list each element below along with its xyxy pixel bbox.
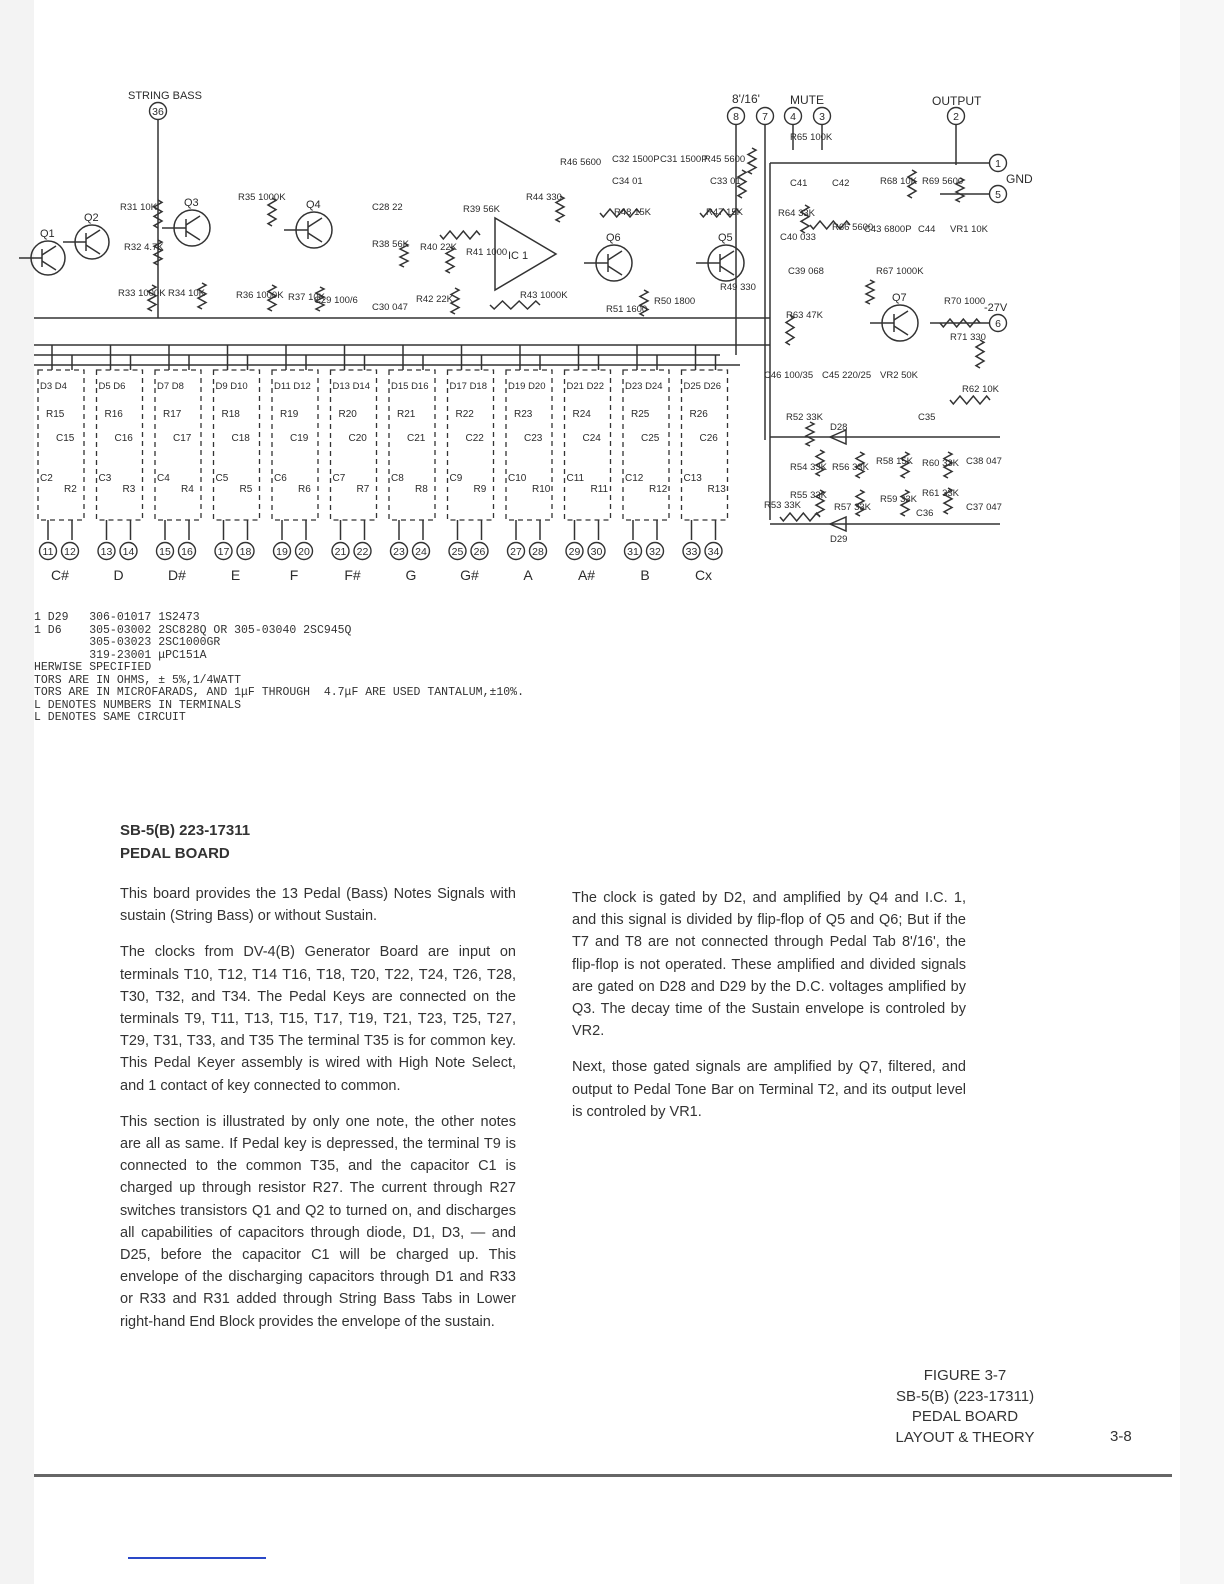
wire — [608, 266, 622, 275]
module-resistor-2: R11 — [590, 484, 609, 495]
component-label: C31 1500P — [660, 154, 708, 165]
r71-resistor — [976, 340, 984, 368]
section-code: SB-5(B) 223-17311 — [120, 822, 251, 839]
module-diodes: D19 D20 — [508, 381, 546, 392]
component-label: VR1 10K — [950, 224, 989, 235]
wire — [308, 233, 322, 242]
transistor-label: Q7 — [892, 292, 907, 304]
terminal-number: 27 — [510, 546, 522, 558]
note-module-box — [214, 370, 260, 520]
module-charge-cap: C3 — [98, 473, 112, 484]
component-label: C28 22 — [372, 202, 403, 213]
module-diodes: D3 D4 — [40, 381, 67, 392]
transistor-label: Q2 — [84, 212, 99, 224]
component-label: C39 068 — [788, 266, 824, 277]
terminal-number: 16 — [181, 546, 193, 558]
terminal-number: 34 — [707, 546, 720, 558]
r67-resistor — [866, 280, 874, 304]
wire — [720, 266, 734, 275]
terminal-number: 12 — [64, 546, 76, 558]
component-label: R69 5600 — [922, 176, 964, 187]
terminal-number: 15 — [159, 546, 171, 558]
component-label: C29 100/6 — [314, 295, 358, 306]
component-label: R67 1000K — [876, 266, 924, 277]
terminal-number: 23 — [393, 546, 405, 558]
note-name-label: Cx — [694, 567, 713, 583]
component-label: R61 33K — [922, 488, 959, 499]
module-capacitor: C16 — [114, 433, 133, 444]
component-label: C45 220/25 — [822, 370, 872, 381]
terminal-number: 29 — [568, 546, 581, 558]
note-module-box — [565, 370, 611, 520]
module-diodes: D13 D14 — [332, 381, 370, 392]
terminal-number: 13 — [100, 546, 113, 558]
figure-board-name: PEDAL BOARD — [911, 1408, 1019, 1425]
output-label: OUTPUT — [932, 94, 982, 108]
module-diodes: D9 D10 — [215, 381, 248, 392]
terminal-number: 33 — [685, 546, 698, 558]
terminal-number: 7 — [762, 111, 768, 123]
module-diodes: D5 D6 — [98, 381, 126, 392]
note-line: L DENOTES SAME CIRCUIT — [34, 711, 186, 724]
wire — [186, 231, 200, 240]
module-capacitor: C15 — [56, 433, 75, 444]
terminal-number: 31 — [627, 546, 639, 558]
note-line: L DENOTES NUMBERS IN TERMINALS — [34, 698, 242, 712]
module-resistor: R17 — [163, 409, 182, 420]
component-label: R34 10K — [168, 288, 205, 299]
section-title: PEDAL BOARD — [120, 845, 230, 862]
module-charge-cap: C2 — [40, 473, 53, 484]
module-resistor-2: R4 — [181, 484, 194, 495]
module-resistor: R15 — [46, 409, 65, 420]
terminal-number: 25 — [451, 546, 464, 558]
module-resistor-2: R7 — [356, 484, 370, 495]
component-label: R36 1000K — [236, 290, 284, 301]
wire — [42, 261, 56, 270]
terminal-number: 5 — [995, 189, 1001, 201]
component-label: C46 100/35 — [764, 370, 814, 381]
terminal-number: 11 — [42, 546, 54, 558]
note-name-label: E — [230, 567, 241, 583]
module-capacitor: C25 — [641, 433, 660, 444]
note-name-label: D# — [168, 567, 186, 583]
r53-resistor — [780, 513, 820, 521]
component-label: C34 01 — [612, 176, 643, 187]
note-line: 319-23001 μPC151A — [34, 648, 207, 662]
terminal-number: 1 — [995, 158, 1001, 170]
module-charge-cap: C7 — [332, 473, 346, 484]
component-label: R56 33K — [832, 462, 869, 473]
wire — [608, 251, 622, 260]
component-label: R62 10K — [962, 384, 999, 395]
note-name-label: B — [640, 567, 650, 583]
note-module-box — [389, 370, 435, 520]
module-charge-cap: C6 — [274, 473, 287, 484]
note-module-box — [506, 370, 552, 520]
component-label: R63 47K — [786, 310, 823, 321]
module-capacitor: C20 — [348, 433, 367, 444]
component-label: C41 — [790, 178, 808, 189]
component-label: R38 56K — [372, 239, 409, 250]
component-label: R31 10K — [120, 202, 157, 213]
terminal-number: 3 — [819, 111, 825, 123]
module-capacitor: C21 — [407, 433, 426, 444]
component-label: R53 33K — [764, 500, 801, 511]
note-line: TORS ARE IN OHMS, ± 5%,1/4WATT — [34, 673, 242, 687]
terminal-number: 4 — [790, 111, 796, 123]
gnd-label: GND — [1006, 172, 1033, 186]
note-name-label: C# — [51, 567, 69, 583]
module-resistor: R25 — [631, 409, 650, 420]
note-name-label: F# — [344, 567, 361, 583]
note-line: TORS ARE IN MICROFARADS, AND 1μF THROUGH 4.7μF ARE USED TANTALUM,±10%. — [34, 686, 524, 699]
component-label: R66 5600 — [832, 222, 874, 233]
terminal-number: 24 — [415, 546, 427, 558]
component-label: R52 33K — [786, 412, 823, 423]
module-resistor: R20 — [338, 409, 357, 420]
component-label: C32 1500P — [612, 154, 660, 165]
module-resistor-2: R6 — [298, 484, 311, 495]
note-name-label: A# — [577, 567, 596, 583]
component-label: R51 1600 — [606, 304, 648, 315]
component-label: R57 33K — [834, 502, 871, 513]
module-resistor: R22 — [455, 409, 474, 420]
component-label: R54 33K — [790, 462, 827, 473]
component-label: D29 — [830, 534, 848, 545]
minus27v-label: -27V — [984, 302, 1008, 314]
module-diodes: D15 D16 — [391, 381, 429, 392]
module-capacitor: C26 — [699, 433, 718, 444]
terminal-number: 32 — [649, 546, 661, 558]
component-label: R49 330 — [720, 282, 756, 293]
module-resistor-2: R13 — [707, 484, 726, 495]
module-charge-cap: C11 — [566, 473, 585, 484]
wire — [894, 311, 908, 320]
component-label: C36 — [916, 508, 934, 519]
component-label: C33 01 — [710, 176, 741, 187]
note-module-box — [623, 370, 669, 520]
wire — [86, 245, 100, 254]
component-label: R35 1000K — [238, 192, 286, 203]
module-charge-cap: C9 — [449, 473, 463, 484]
wire — [720, 251, 734, 260]
string-bass-label: STRING BASS — [128, 90, 202, 102]
r52-resistor — [806, 422, 814, 446]
parts-notes — [34, 612, 524, 725]
component-label: R64 33K — [778, 208, 815, 219]
paragraph: The clocks from DV-4(B) Generator Board are input on terminals T10, T12, T14 T16, T18, T20, T22, T24, T26, T28, T30, T32, and T34. The Pedal Keys are connected on the terminals T9, T11, T13, T15, T17, T19, T21, T23, T25, T27, T29, T31, T33, and T35 The terminal T35 is for common key. This Pedal Keyer assembly is wired with High Note Select, and 1 contact of key connected to common. — [120, 944, 516, 1094]
note-module-box — [331, 370, 377, 520]
component-label: R43 1000K — [520, 290, 568, 301]
component-label: C40 033 — [780, 232, 816, 243]
transistor-label: Q3 — [184, 197, 199, 209]
module-charge-cap: C13 — [683, 473, 702, 484]
component-label: R47 15K — [706, 207, 743, 218]
component-label: R41 1000 — [466, 247, 508, 258]
component-label: R44 330 — [526, 192, 562, 203]
module-resistor-2: R10 — [532, 484, 551, 495]
module-charge-cap: C10 — [508, 473, 527, 484]
component-label: R50 1800 — [654, 296, 696, 307]
component-label: C44 — [918, 224, 936, 235]
terminal-number: 30 — [590, 546, 603, 558]
r43-resistor — [490, 301, 540, 309]
module-resistor: R26 — [689, 409, 708, 420]
component-label: R37 10K — [288, 292, 325, 303]
module-resistor-2: R8 — [415, 484, 428, 495]
module-resistor: R16 — [104, 409, 123, 420]
component-label: R33 1000K — [118, 288, 166, 299]
terminal-number: 8 — [733, 111, 739, 123]
note-name-label: D — [113, 567, 124, 583]
module-diodes: D23 D24 — [625, 381, 663, 392]
figure-number: FIGURE 3-7 — [923, 1367, 1007, 1384]
note-line: HERWISE SPECIFIED — [34, 661, 152, 674]
module-charge-cap: C12 — [625, 473, 644, 484]
r70-resistor — [940, 319, 980, 327]
transistor-label: Q1 — [40, 228, 55, 240]
note-module-box — [682, 370, 728, 520]
module-capacitor: C17 — [173, 433, 192, 444]
wire — [86, 230, 100, 239]
component-label: C38 047 — [966, 456, 1002, 467]
wire — [186, 216, 200, 225]
component-label: R58 15K — [876, 456, 913, 467]
component-label: R46 5600 — [560, 157, 602, 168]
note-line: 1 D29 306-01017 1S2473 — [34, 611, 200, 624]
r62-resistor — [950, 396, 990, 404]
module-charge-cap: C5 — [215, 473, 229, 484]
module-capacitor: C19 — [290, 433, 309, 444]
module-resistor-2: R9 — [473, 484, 487, 495]
eight-sixteen-label: 8'/16' — [732, 92, 760, 106]
right-text-column — [572, 887, 966, 1137]
schematic-diagram — [0, 0, 1224, 600]
paragraph: Next, those gated signals are amplified by Q7, filtered, and output to Pedal Tone Bar on Terminal T2, and its output level is controled by VR1. — [572, 1059, 966, 1120]
figure-board-code: SB-5(B) (223-17311) — [895, 1387, 1035, 1405]
terminal-number: 21 — [334, 546, 347, 558]
component-label: C35 — [918, 412, 936, 423]
note-name-label: F — [289, 567, 299, 583]
component-label: R71 330 — [950, 332, 986, 343]
note-name-label: A — [523, 567, 533, 583]
component-label: C37 047 — [966, 502, 1002, 513]
figure-subtitle: LAYOUT & THEORY — [895, 1428, 1035, 1446]
module-resistor: R18 — [221, 409, 240, 420]
note-name-label: G# — [460, 567, 479, 583]
terminal-number: 19 — [276, 546, 288, 558]
figure-caption — [880, 1366, 1050, 1448]
bottom-rule — [34, 1474, 1172, 1477]
mute-label: MUTE — [790, 93, 824, 107]
module-charge-cap: C4 — [157, 473, 170, 484]
component-label: C42 — [832, 178, 850, 189]
r39-resistor — [440, 231, 480, 239]
component-label: C30 047 — [372, 302, 408, 313]
component-label: VR2 50K — [880, 370, 919, 381]
module-diodes: D25 D26 — [683, 381, 721, 392]
terminal-number: 2 — [953, 111, 959, 123]
module-capacitor: C22 — [465, 433, 484, 444]
module-capacitor: C24 — [582, 433, 601, 444]
component-label: D28 — [830, 422, 848, 433]
component-label: R40 22K — [420, 242, 457, 253]
module-diodes: D11 D12 — [274, 381, 311, 392]
note-module-box — [448, 370, 494, 520]
component-label: C43 6800P — [864, 224, 912, 235]
module-resistor-2: R5 — [239, 484, 253, 495]
transistor-label: Q6 — [606, 232, 621, 244]
module-charge-cap: C8 — [391, 473, 404, 484]
module-resistor-2: R12 — [649, 484, 668, 495]
module-resistor-2: R3 — [122, 484, 136, 495]
module-resistor: R24 — [572, 409, 591, 420]
component-label: R42 22K — [416, 294, 453, 305]
terminal-number: 26 — [473, 546, 486, 558]
component-label: R55 33K — [790, 490, 827, 501]
component-label: R70 1000 — [944, 296, 986, 307]
terminal-number: 20 — [298, 546, 310, 558]
module-capacitor: C23 — [524, 433, 543, 444]
note-module-box — [38, 370, 84, 520]
terminal-number: 18 — [239, 546, 252, 558]
component-label: R65 100K — [790, 132, 833, 143]
module-resistor: R23 — [514, 409, 533, 420]
module-resistor-2: R2 — [64, 484, 77, 495]
component-label: R39 56K — [463, 204, 500, 215]
terminal-number: 22 — [356, 546, 369, 558]
note-module-box — [272, 370, 318, 520]
module-diodes: D7 D8 — [157, 381, 184, 392]
module-diodes: D21 D22 — [566, 381, 604, 392]
left-text-column — [120, 883, 516, 1347]
component-label: R45 5600 — [704, 154, 746, 165]
note-line: 1 D6 305-03002 2SC828Q OR 305-03040 2SC945Q — [34, 623, 352, 637]
module-resistor: R19 — [280, 409, 299, 420]
note-module-box — [97, 370, 143, 520]
ic1-label: IC 1 — [508, 250, 529, 262]
component-label: R68 10K — [880, 176, 917, 187]
component-label: R32 4.7K — [124, 242, 164, 253]
terminal-number: 28 — [532, 546, 544, 558]
terminal-number: 6 — [995, 318, 1001, 330]
terminal-number: 36 — [152, 106, 164, 118]
transistor-label: Q5 — [718, 232, 733, 244]
wire — [894, 326, 908, 335]
wire — [308, 218, 322, 227]
page-number: 3-8 — [1110, 1428, 1132, 1445]
module-resistor: R21 — [397, 409, 416, 420]
transistor-label: Q4 — [306, 199, 321, 211]
note-name-label: G — [405, 567, 417, 583]
note-module-box — [155, 370, 201, 520]
component-label: R59 33K — [880, 494, 917, 505]
paragraph: This board provides the 13 Pedal (Bass) Notes Signals with sustain (String Bass) or without Sustain. — [120, 886, 516, 925]
component-label: R48 15K — [614, 207, 651, 218]
wire — [42, 246, 56, 255]
paragraph: The clock is gated by D2, and amplified by Q4 and I.C. 1, and this signal is divided by flip-flop of Q5 and Q6; But if the T7 and T8 are not connected through Pedal Tab 8'/16', the flip-flop is not operated. These amplified and divided signals are gated on D28 and D29 by the D.C. voltages amplified by Q3. The decay time of the Sustain envelope is controled by VR2. — [572, 890, 966, 1040]
link-underline — [128, 1557, 266, 1559]
note-line: 305-03023 2SC1000GR — [34, 636, 221, 649]
module-diodes: D17 D18 — [449, 381, 487, 392]
terminal-number: 17 — [217, 546, 230, 558]
component-label: R60 33K — [922, 458, 959, 469]
terminal-number: 14 — [122, 546, 135, 558]
r65-resistor — [748, 148, 756, 174]
paragraph: This section is illustrated by only one note, the other notes are all as same. If Pedal key is depressed, the terminal T9 is connected to the common T35, and the capacitor C1 is charged up through resistor R27. The current through R27 switches transistors Q1 and Q2 to turned on, and discharges all capabilities of capacitors through diode, D1, D3, — and D25, before the capacitor C1 will be charged up. This envelope of the discharging capacitors through D1 and R33 or R33 and R31 added through String Bass Tabs in Lower right-hand End Block provides the envelope of the sustain. — [120, 1113, 516, 1330]
module-capacitor: C18 — [231, 433, 250, 444]
